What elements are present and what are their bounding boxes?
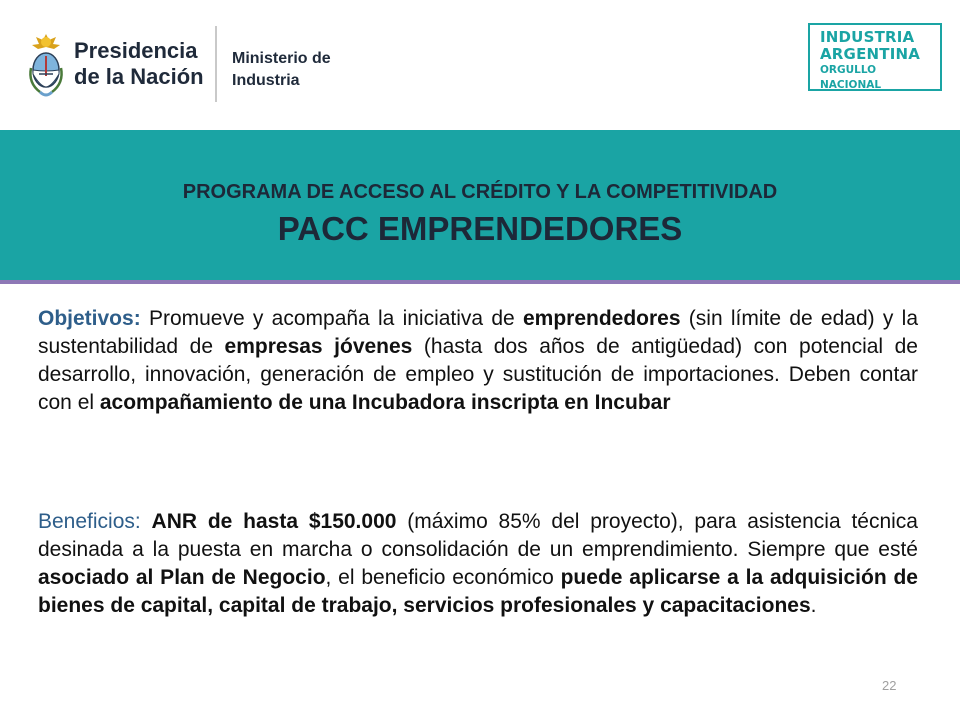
ministerio-line-2: Industria xyxy=(232,72,300,89)
objetivos-bold-1: emprendedores xyxy=(522,307,681,330)
argentina-coat-of-arms-icon xyxy=(26,28,66,104)
beneficios-text-2: , el beneficio económico xyxy=(325,566,561,589)
page-number: 22 xyxy=(882,678,897,693)
program-subtitle: PACC EMPRENDEDORES xyxy=(277,210,683,247)
beneficios-text-3: . xyxy=(810,594,817,617)
beneficios-bold-2: asociado al Plan de Negocio xyxy=(38,566,326,589)
objetivos-bold-2: empresas jóvenes xyxy=(224,335,413,358)
objetivos-paragraph xyxy=(38,305,918,417)
industria-logo-line-3: ORGULLO NACIONAL xyxy=(820,64,882,91)
objetivos-text-1: Promueve y acompaña la iniciativa de xyxy=(140,307,523,330)
beneficios-text-0 xyxy=(141,510,152,533)
beneficios-paragraph xyxy=(38,508,918,620)
program-title: PROGRAMA DE ACCESO AL CRÉDITO Y LA COMPETITIVIDAD xyxy=(182,181,778,203)
beneficios-colon: : xyxy=(134,510,141,533)
objetivos-text-2: (sin límite de edad) y la sustentabilidad de xyxy=(38,307,918,358)
header-divider xyxy=(215,26,217,102)
beneficios-text-1: (máximo 85% del proyecto), para asistencia técnica desinada a la puesta en marcha o consolidación de un emprendimiento. Siempre que esté xyxy=(38,510,918,561)
industria-logo-line-2: ARGENTINA xyxy=(820,45,921,63)
objetivos-label: Objetivos: xyxy=(38,307,141,330)
title-banner xyxy=(0,130,960,280)
slide-header xyxy=(0,0,960,130)
objetivos-text-3: (hasta dos años de antigüedad) con potencial de desarrollo, innovación, generación de empleo y sustitución de importaciones. Deben contar con el xyxy=(38,335,918,414)
objetivos-bold-3: acompañamiento de una Incubadora inscripta en Incubar xyxy=(99,391,671,414)
ministerio-logo-text xyxy=(232,48,331,92)
presidencia-line-1: Presidencia xyxy=(74,38,198,63)
ministerio-line-1: Ministerio de xyxy=(232,50,331,67)
beneficios-label: Beneficios xyxy=(38,510,135,533)
presidencia-logo-text xyxy=(74,38,204,90)
industria-logo-line-1: INDUSTRIA xyxy=(820,28,915,46)
banner-accent-line xyxy=(0,280,960,284)
beneficios-bold-1: ANR de hasta $150.000 xyxy=(151,510,397,533)
presidencia-line-2: de la Nación xyxy=(74,64,204,89)
beneficios-bold-3: puede aplicarse a la adquisición de bienes de capital, capital de trabajo, servicios profesionales y capacitaciones xyxy=(38,566,918,617)
industria-argentina-logo xyxy=(808,23,942,91)
